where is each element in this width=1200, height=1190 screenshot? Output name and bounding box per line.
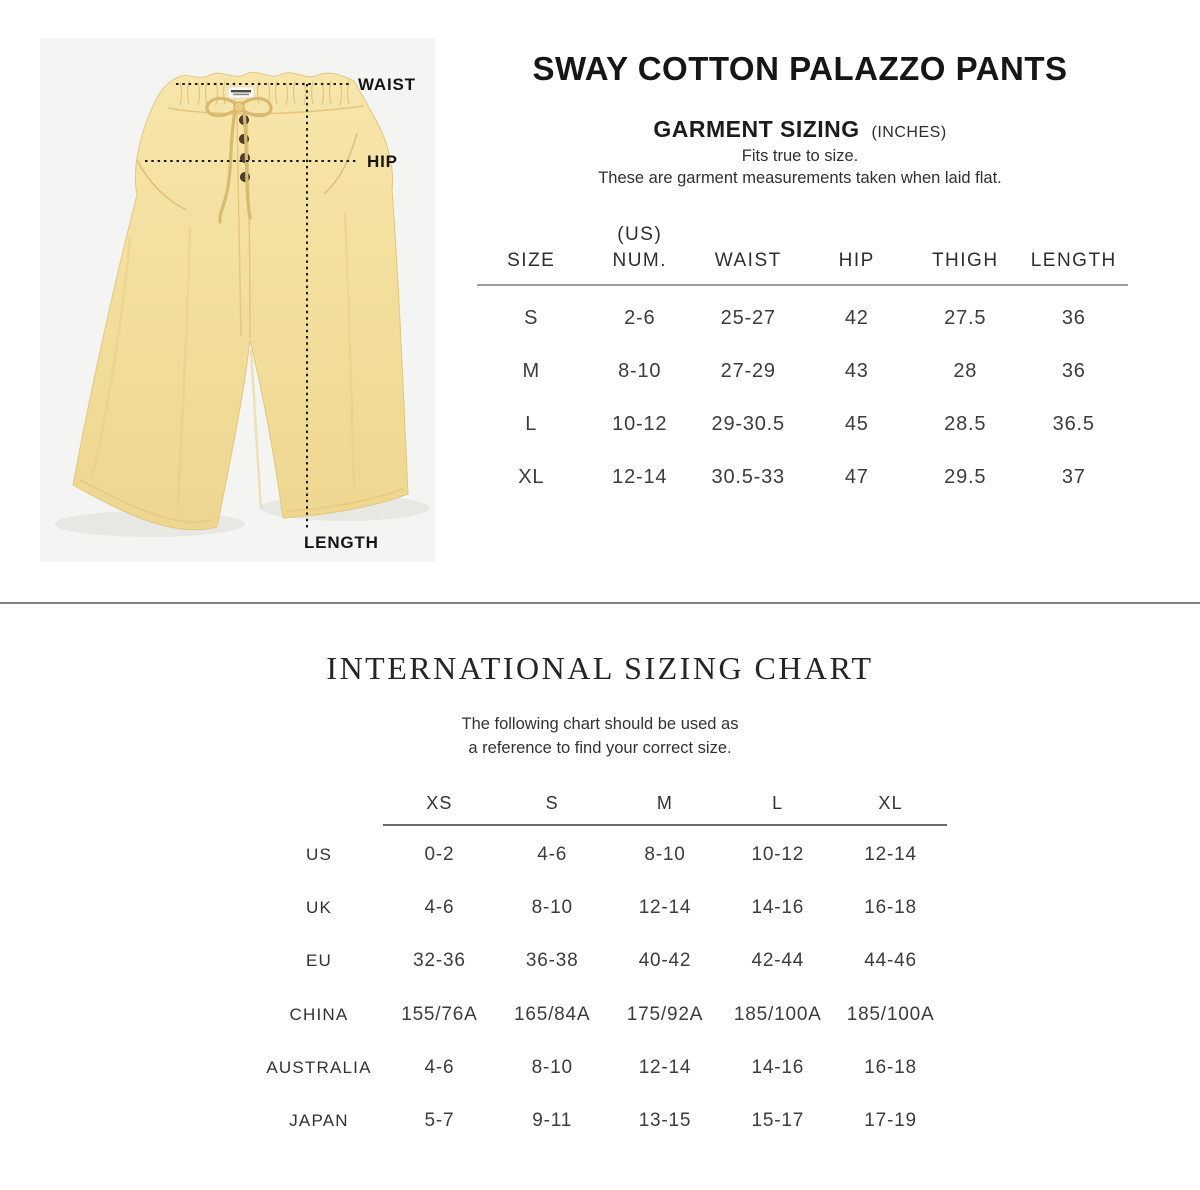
col-header-s: S xyxy=(545,793,559,813)
cell-size: XL xyxy=(518,466,545,489)
garment-sizing-heading xyxy=(450,116,1150,143)
cell-s: 8-10 xyxy=(531,1056,573,1078)
cell-s: 9-11 xyxy=(532,1110,573,1132)
table-row xyxy=(255,988,947,1041)
cell-waist: 29-30.5 xyxy=(711,413,785,436)
cell-l: 14-16 xyxy=(751,896,805,918)
cell-m: 175/92A xyxy=(626,1003,704,1025)
cell-size: L xyxy=(525,413,538,436)
garment-sizing-table xyxy=(477,222,1128,504)
table-row xyxy=(255,881,947,934)
brand-tag xyxy=(228,87,254,98)
cell-region: AUSTRALIA xyxy=(266,1057,372,1077)
cell-m: 12-14 xyxy=(638,896,692,918)
cell-waist: 30.5-33 xyxy=(711,466,785,489)
cell-s: 8-10 xyxy=(531,896,573,918)
cell-hip: 42 xyxy=(844,307,869,330)
cell-l: 42-44 xyxy=(751,950,805,972)
col-header-xl: XL xyxy=(878,793,903,813)
cell-us-num: 8-10 xyxy=(618,360,662,383)
cell-xs: 4-6 xyxy=(424,896,455,918)
cell-length: 36 xyxy=(1061,360,1086,383)
garment-table-header xyxy=(477,222,1128,286)
cell-region: UK xyxy=(305,897,333,917)
table-row xyxy=(477,451,1128,504)
cell-length: 37 xyxy=(1061,466,1086,489)
cell-thigh: 29.5 xyxy=(944,466,987,489)
cell-l: 10-12 xyxy=(751,843,805,865)
cell-thigh: 28.5 xyxy=(944,413,987,436)
garment-table-body xyxy=(477,286,1128,504)
header-spacer xyxy=(255,793,383,814)
product-title: SWAY COTTON PALAZZO PANTS xyxy=(532,50,1068,87)
cell-hip: 43 xyxy=(844,360,869,383)
table-row xyxy=(255,935,947,988)
cell-s: 36-38 xyxy=(525,950,579,972)
note-line-1: The following chart should be used as xyxy=(461,715,739,733)
garment-sizing-unit: (INCHES) xyxy=(871,124,947,141)
cell-s: 4-6 xyxy=(537,843,568,865)
cell-thigh: 27.5 xyxy=(944,307,987,330)
cell-xl: 185/100A xyxy=(846,1003,935,1025)
cell-hip: 45 xyxy=(844,413,869,436)
cell-xs: 4-6 xyxy=(424,1056,455,1078)
cell-xs: 155/76A xyxy=(401,1003,478,1025)
product-figure xyxy=(40,38,435,562)
cell-size: M xyxy=(522,360,540,383)
intl-table-header xyxy=(255,793,947,824)
intl-table-body xyxy=(255,826,947,1148)
bow-knot xyxy=(234,102,244,112)
col-header-us-num: (US) NUM. xyxy=(612,224,668,271)
table-row xyxy=(255,1094,947,1147)
cell-m: 13-15 xyxy=(638,1110,692,1132)
col-header-l: L xyxy=(772,793,784,813)
cell-region: CHINA xyxy=(289,1004,349,1024)
cell-xl: 16-18 xyxy=(864,1056,917,1078)
col-header-xs: XS xyxy=(426,793,453,813)
table-row xyxy=(477,292,1128,345)
section-divider xyxy=(0,602,1200,604)
cell-size: S xyxy=(524,307,539,330)
cell-xl: 17-19 xyxy=(864,1110,917,1132)
length-measure-label: LENGTH xyxy=(304,533,379,552)
cell-xs: 0-2 xyxy=(424,843,455,865)
note-line-2: a reference to find your correct size. xyxy=(468,739,732,757)
col-header-m: M xyxy=(656,793,674,813)
col-header-length: LENGTH xyxy=(1030,249,1117,271)
cell-l: 185/100A xyxy=(733,1003,822,1025)
cell-thigh: 28 xyxy=(953,360,978,383)
col-header-thigh: THIGH xyxy=(931,249,999,271)
cell-length: 36.5 xyxy=(1052,413,1095,436)
cell-us-num: 12-14 xyxy=(612,466,668,489)
cell-l: 15-17 xyxy=(751,1110,805,1132)
cell-l: 14-16 xyxy=(751,1056,805,1078)
cell-region: EU xyxy=(305,951,333,971)
cell-xs: 32-36 xyxy=(413,950,466,972)
col-header-size: SIZE xyxy=(507,249,556,271)
waist-measure-label: WAIST xyxy=(358,75,416,94)
international-chart-title: INTERNATIONAL SIZING CHART xyxy=(326,650,874,686)
cell-s: 165/84A xyxy=(514,1003,591,1025)
cell-xs: 5-7 xyxy=(424,1110,455,1132)
international-sizing-table xyxy=(255,793,947,1148)
cell-xl: 16-18 xyxy=(864,896,917,918)
measurement-note: These are garment measurements taken when laid flat. xyxy=(598,169,1002,187)
table-row xyxy=(255,1041,947,1094)
cell-us-num: 2-6 xyxy=(624,307,656,330)
international-chart-note xyxy=(0,712,1200,760)
fit-note: Fits true to size. xyxy=(741,147,859,165)
cell-xl: 44-46 xyxy=(864,950,917,972)
cell-waist: 25-27 xyxy=(720,307,776,330)
table-row xyxy=(477,345,1128,398)
cell-region: JAPAN xyxy=(289,1111,349,1131)
cell-us-num: 10-12 xyxy=(612,413,668,436)
cell-hip: 47 xyxy=(844,466,869,489)
cell-xl: 12-14 xyxy=(864,843,917,865)
cell-length: 36 xyxy=(1061,307,1086,330)
col-header-hip: HIP xyxy=(838,249,875,271)
cell-m: 8-10 xyxy=(644,843,686,865)
garment-sizing-title: GARMENT SIZING xyxy=(653,116,860,142)
col-header-waist: WAIST xyxy=(714,249,782,271)
cell-m: 12-14 xyxy=(638,1056,692,1078)
pants-photo xyxy=(40,38,435,562)
table-row xyxy=(255,828,947,881)
hip-measure-label: HIP xyxy=(367,152,398,171)
cell-region: US xyxy=(305,844,333,864)
cell-m: 40-42 xyxy=(638,950,692,972)
cell-waist: 27-29 xyxy=(720,360,776,383)
table-row xyxy=(477,398,1128,451)
